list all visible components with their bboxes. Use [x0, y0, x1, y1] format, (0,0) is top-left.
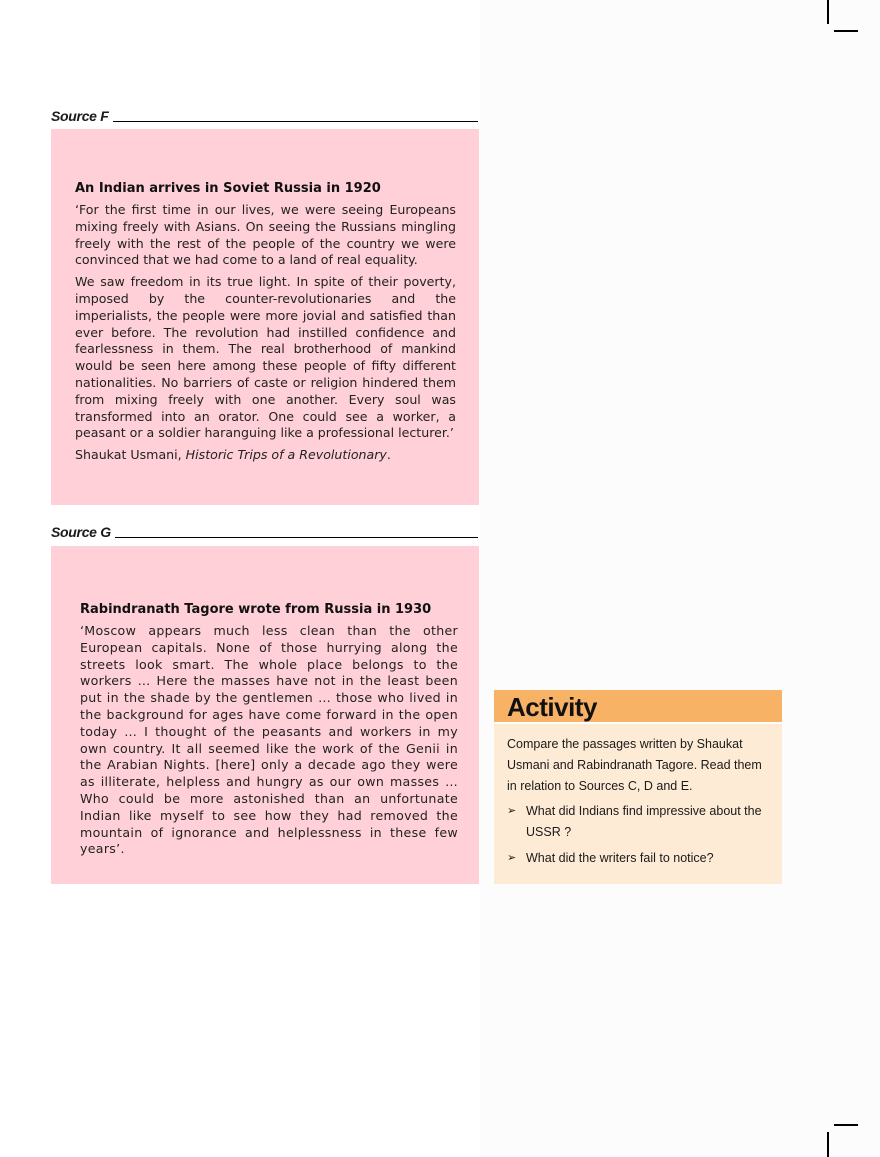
citation-work: Historic Trips of a Revolutionary [185, 447, 387, 463]
source-f-rule [113, 121, 478, 122]
source-g-body [80, 623, 458, 858]
source-g-paragraph: ‘Moscow appears much less clean than the other European capitals. None of those hurrying along the streets look smart. The whole place belongs to the workers … Here the masses have not in the least been put in the shade by the gentlemen … those who lived in the background for ages have come forward in the open today … I thought of the peasants and workers in my own country. It all seemed like the work of the Genii in the Arabian Nights. [here] only a decade ago they were as illiterate, helpless and hungry as our own masses … Who could be more astonished than an unfortunate Indian like myself to see how they had removed the mountain of ignorance and helplessness in these few years’. [80, 623, 458, 857]
activity-questions [507, 801, 763, 869]
activity-question-text: What did the writers fail to notice? [526, 851, 714, 865]
activity-title: Activity [507, 692, 597, 722]
arrow-bullet-icon: ➢ [507, 805, 517, 817]
source-g-box [51, 546, 479, 884]
source-g-rule [115, 537, 478, 538]
source-f-body [75, 202, 456, 464]
source-f-paragraph-2: We saw freedom in its true light. In spite of their poverty, imposed by the counter-revolutionaries and the imperialists, the people were more jovial and satisfied than ever before. The revolution had instilled confidence and fearlessness in them. The real brotherhood of mankind would be seen here among these people of fifty different nationalities. No barriers of caste or religion hindered them from mixing freely with one another. Every soul was transformed into an orator. One could see a worker, a peasant or a soldier haranguing like a professional lecturer.’ [75, 274, 456, 441]
arrow-bullet-icon: ➢ [507, 852, 517, 864]
citation-end: . [386, 447, 391, 463]
source-f-heading [51, 104, 478, 124]
activity-intro: Compare the passages written by Shaukat Usmani and Rabindranath Tagore. Read them in relation to Sources C, D and E. [507, 737, 762, 793]
source-f-paragraph-1: ‘For the first time in our lives, we were seeing Europeans mixing freely with Asians. On seeing the Russians mingling freely with the rest of the people of the country we were convinced that we had come to a land of real equality. [75, 202, 456, 268]
source-g-label: Source G [51, 524, 111, 540]
source-f-box [51, 129, 479, 505]
activity-header [494, 690, 782, 722]
source-f-label: Source F [51, 108, 109, 124]
activity-question-text: What did Indians find impressive about the USSR ? [526, 804, 762, 839]
margin-column-background [480, 0, 880, 1157]
source-f-title: An Indian arrives in Soviet Russia in 1920 [75, 181, 381, 196]
activity-panel [494, 690, 782, 884]
source-g-heading [51, 520, 478, 540]
activity-body [494, 724, 782, 884]
citation-author: Shaukat Usmani, [75, 447, 186, 463]
source-f-citation [75, 447, 456, 464]
activity-question [507, 848, 763, 869]
activity-question [507, 801, 763, 843]
source-g-title: Rabindranath Tagore wrote from Russia in 1930 [80, 602, 432, 617]
